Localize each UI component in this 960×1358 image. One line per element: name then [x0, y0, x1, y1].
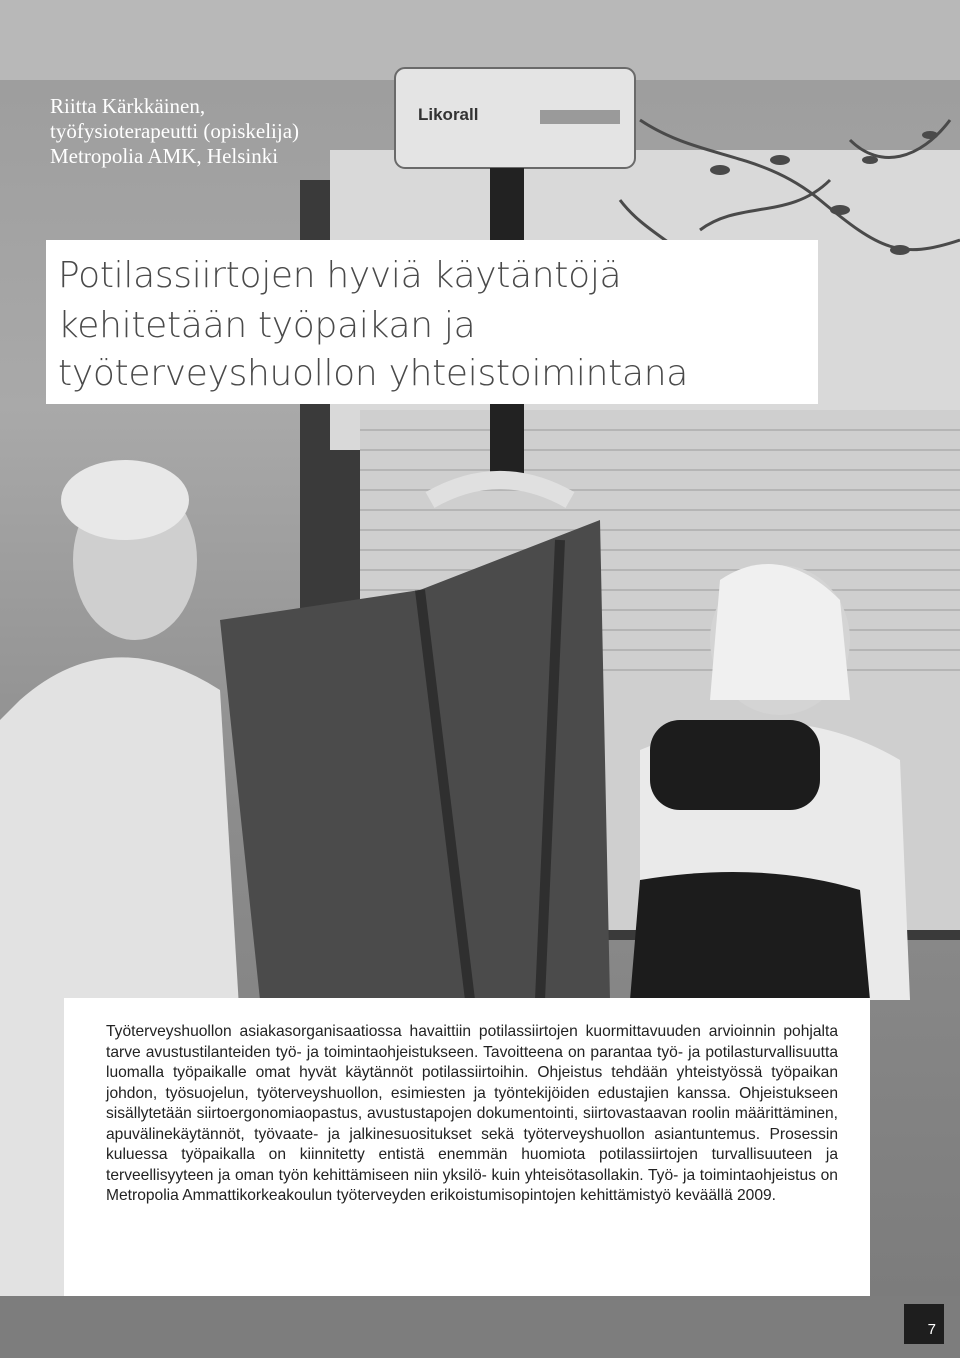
title-line-1: Potilassiirtojen hyviä käytäntöjä — [58, 255, 622, 296]
author-role: työfysioterapeutti (opiskelija) — [50, 119, 300, 143]
author-name: Riitta Kärkkäinen, — [50, 94, 206, 118]
title-box — [46, 240, 818, 404]
author-affiliation: Metropolia AMK, Helsinki — [50, 144, 279, 168]
title-line-3: työterveyshuollon yhteistoimintana — [58, 353, 688, 394]
abstract-text: Työterveyshuollon asiakasorganisaatiossa havaittiin potilassiirtojen kuormittavuuden arvioinnin pohjalta tarve avustustilanteiden työ- ja toimintaohjeistukseen. Tavoitteena on parantaa työ- ja potilasturvallisuutta luomalla työpaikalle omat hyvät käytännöt potilassiirtoihin. Ohjeistus tehdään yhteistyössä työpaikan johdon, työsuojelun, työterveyshuollon, esimiesten ja työntekijöiden edustajien kanssa. Ohjeistukseen sisällytetään siirtoergonomiaopastus, avustustapojen dokumentointi, siirtovastaavan roolin määrittäminen, apuvälinekäytännöt, työvaate- ja jalkinesuositukset sekä työterveyshuollon asiantuntemus. Prosessin kuluessa työpaikalla on kiinnitetty entistä enemmän huomiota potilassiirtojen turvallisuuteen ja terveellisyyteen ja oman työn kehittämiseen niin yksilö- kuin yhteisötasollakin. Työ- ja toimintaohjeistus on Metropolia Ammattikorkeakoulun työterveyden erikoistumisopintojen kehittämistyö keväällä 2009. — [106, 1023, 838, 1204]
abstract-box — [64, 998, 870, 1296]
lift-brand-label: Likorall — [418, 105, 479, 124]
author-block — [50, 94, 410, 169]
title-line-2: kehitetään työpaikan ja — [58, 305, 476, 346]
page-number: 7 — [904, 1304, 944, 1344]
